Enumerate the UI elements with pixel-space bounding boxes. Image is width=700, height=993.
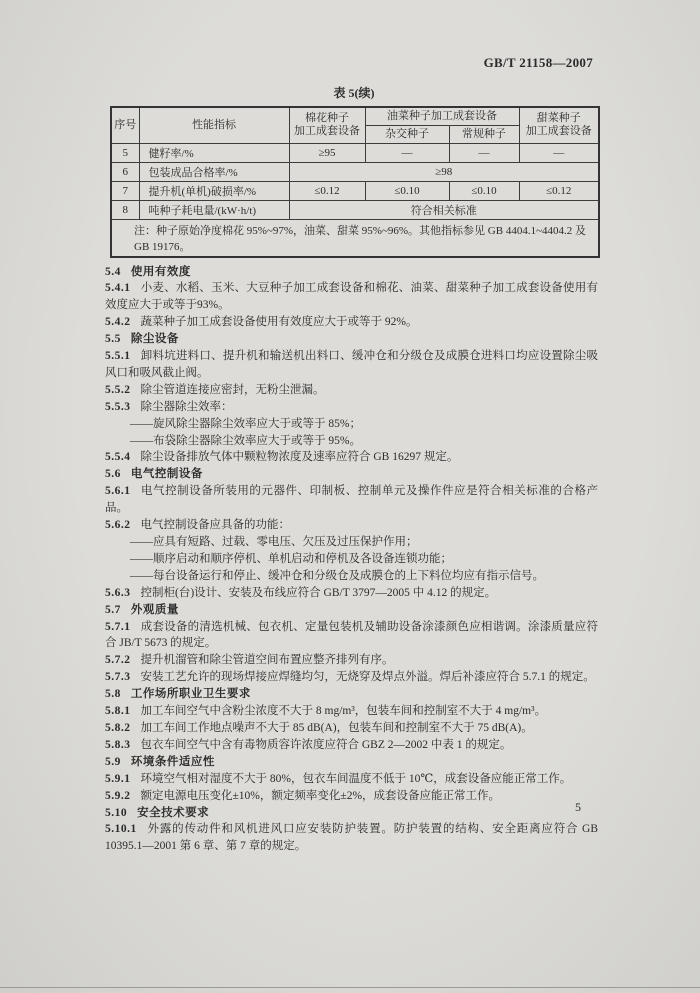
spec-row: [111, 162, 599, 181]
seq-cell: 6: [111, 162, 139, 181]
clause-paragraph: 5.7.1 成套设备的清选机械、包衣机、定量包装机及辅助设备涂漆颜色应相谐调。涂漆质量应符合 JB/T 5673 的规定。: [105, 620, 598, 650]
clause-paragraph: 5.5.2 除尘管道连接应密封，无粉尘泄漏。: [105, 383, 325, 396]
section-heading: 5.8 工作场所职业卫生要求: [105, 688, 251, 701]
dash-item: ——顺序启动和顺序停机、单机启动和停机及各设备连锁功能；: [130, 552, 452, 565]
clauses-block: [105, 264, 598, 856]
clause-number: 5.7.2: [105, 654, 131, 667]
clause-paragraph: 5.7.2 提升机溜管和除尘管道空间布置应整齐排列有序。: [105, 654, 394, 667]
clause-paragraph: 5.9.1 环境空气相对湿度不大于 80%，包衣车间温度不低于 10℃，成套设备应能正常工作。: [105, 772, 572, 785]
value-cell: ≤0.10: [449, 181, 519, 200]
clause-number: 5.5.4: [105, 451, 131, 464]
clause-number: 5.8.1: [105, 705, 131, 718]
clause-number: 5.8.3: [105, 738, 131, 751]
seq-cell: 8: [111, 200, 139, 219]
page-number: 5: [575, 800, 581, 814]
table-note-row: [111, 219, 599, 257]
clause-number: 5.10.1: [105, 823, 137, 836]
clause-paragraph: 5.6.2 电气控制设备应具备的功能：: [105, 519, 290, 532]
header-beet: [519, 107, 599, 143]
clause-number: 5.4.1: [105, 282, 131, 295]
spec-row: [111, 200, 599, 219]
section-heading: 5.5 除尘设备: [105, 333, 179, 346]
page-bottom-edge: [0, 987, 700, 988]
clause-paragraph: 5.6.1 电气控制设备所装用的元器件、印制板、控制单元及操作件应是符合相关标准的合格产品。: [105, 485, 598, 515]
dash-item: ——每台设备运行和停止、缓冲仓和分级仓及成膜仓的上下料位均应有指示信号。: [130, 569, 544, 582]
section-heading: 5.6 电气控制设备: [105, 468, 203, 481]
value-cell: —: [519, 143, 599, 162]
section-heading: 5.4 使用有效度: [105, 265, 191, 278]
header-indicator: 性能指标: [139, 107, 289, 143]
clause-number: 5.4: [105, 265, 121, 278]
clause-paragraph: 5.8.3 包衣车间空气中含有毒物质容许浓度应符合 GBZ 2—2002 中表 1 的规定。: [105, 738, 512, 751]
spec-table: [110, 106, 600, 258]
value-cell: ≤0.12: [519, 181, 599, 200]
clause-number: 5.6.2: [105, 519, 131, 532]
value-cell: —: [449, 143, 519, 162]
spec-row: [111, 181, 599, 200]
clause-paragraph: 5.4.1 小麦、水稻、玉米、大豆种子加工成套设备和棉花、油菜、甜菜种子加工成套设备使用有效度应大于或等于93%。: [105, 282, 598, 312]
value-cell: —: [365, 143, 449, 162]
clause-paragraph: 5.7.3 安装工艺允许的现场焊接应焊缝均匀，无烧穿及焊点外溢。焊后补漆应符合 5.7.1 的规定。: [105, 671, 595, 684]
clause-paragraph: 5.5.1 卸料坑进料口、提升机和输送机出料口、缓冲仓和分级仓及成膜仓进料口均应设置除尘吸风口和吸风截止阀。: [105, 350, 598, 379]
clause-paragraph: 5.8.1 加工车间空气中含粉尘浓度不大于 8 mg/m³，包装车间和控制室不大于 4 mg/m³。: [105, 705, 547, 718]
spec-table-header: [111, 107, 599, 143]
indicator-cell: 健籽率/%: [139, 143, 289, 162]
header-rape-hybrid: 杂交种子: [365, 125, 449, 143]
spec-row: [111, 143, 599, 162]
header-cotton-line1: 棉花种子: [305, 112, 349, 125]
clause-paragraph: 5.9.2 额定电源电压变化±10%，额定频率变化±2%，成套设备应能正常工作。: [105, 789, 501, 802]
header-rape-regular: 常规种子: [449, 125, 519, 143]
header-beet-line1: 甜菜种子: [536, 112, 581, 125]
value-cell: ≤0.12: [289, 181, 365, 200]
clause-number: 5.9: [105, 755, 121, 768]
value-cell: ≤0.10: [365, 181, 449, 200]
indicator-cell: 吨种子耗电量/(kW·h/t): [139, 200, 289, 219]
clause-number: 5.9.2: [105, 789, 131, 802]
header-cotton-line2: 加工成套设备: [294, 125, 360, 138]
section-heading: 5.7 外观质量: [105, 603, 179, 616]
section-heading: 5.10 安全技术要求: [105, 806, 210, 819]
dash-item: ——布袋除尘器除尘效率应大于或等于 95%。: [130, 434, 361, 447]
spanned-value-cell: 符合相关标准: [289, 200, 599, 219]
clause-number: 5.6.3: [105, 586, 131, 599]
value-cell: ≥95: [289, 143, 365, 162]
indicator-cell: 提升机(单机)破损率/%: [139, 181, 289, 200]
clause-paragraph: 5.5.4 除尘设备排放气体中颗粒物浓度及速率应符合 GB 16297 规定。: [105, 451, 459, 464]
header-rape-group: 油菜种子加工成套设备: [365, 107, 519, 125]
clause-number: 5.6.1: [105, 485, 131, 498]
clause-number: 5.5.3: [105, 400, 131, 413]
doc-number: GB/T 21158—2007: [483, 55, 593, 70]
clause-number: 5.10: [105, 806, 128, 819]
indicator-cell: 包装成品合格率/%: [139, 162, 289, 181]
clause-number: 5.5: [105, 333, 121, 346]
clause-number: 5.5.2: [105, 383, 131, 396]
clause-number: 5.5.1: [105, 350, 131, 363]
seq-cell: 5: [111, 143, 139, 162]
dash-item: ——应具有短路、过载、零电压、欠压及过压保护作用；: [130, 536, 418, 548]
clause-paragraph: 5.6.3 控制柜(台)设计、安装及布线应符合 GB/T 3797—2005 中 4.12 的规定。: [105, 586, 497, 599]
section-heading: 5.9 环境条件适应性: [105, 755, 215, 768]
clause-paragraph: 5.8.2 加工车间工作地点噪声不大于 85 dB(A)，包装车间和控制室不大于 75 dB(A)。: [105, 721, 533, 734]
clause-paragraph: 5.10.1 外露的传动件和风机进风口应安装防护装置。防护装置的结构、安全距离应符合 GB 10395.1—2001 第 6 章、第 7 章的规定。: [105, 823, 598, 853]
clause-paragraph: 5.5.3 除尘器除尘效率：: [105, 400, 233, 413]
clause-number: 5.6: [105, 468, 121, 481]
spanned-value-cell: ≥98: [289, 162, 599, 181]
clause-paragraph: 5.4.2 蔬菜种子加工成套设备使用有效度应大于或等于 92%。: [105, 316, 418, 329]
header-cotton: [289, 107, 365, 143]
table-note: 注：种子原始净度棉花 95%~97%，油菜、甜菜 95%~96%。其他指标参见 GB 4404.1~4404.2 及 GB 19176。: [111, 219, 599, 257]
dash-item: ——旋风除尘器除尘效率应大于或等于 85%；: [130, 417, 361, 430]
clause-number: 5.9.1: [105, 772, 131, 785]
clause-number: 5.7.1: [105, 620, 131, 633]
header-seq: 序号: [111, 107, 139, 143]
clause-number: 5.8.2: [105, 721, 131, 734]
clause-number: 5.8: [105, 688, 121, 701]
header-beet-line2: 加工成套设备: [525, 125, 592, 138]
seq-cell: 7: [111, 181, 139, 200]
clause-number: 5.4.2: [105, 316, 131, 329]
table-caption: 表 5(续): [333, 86, 375, 100]
page-content: [105, 84, 598, 855]
clause-number: 5.7: [105, 603, 121, 616]
spec-table-body: [111, 143, 599, 257]
clause-number: 5.7.3: [105, 671, 131, 684]
